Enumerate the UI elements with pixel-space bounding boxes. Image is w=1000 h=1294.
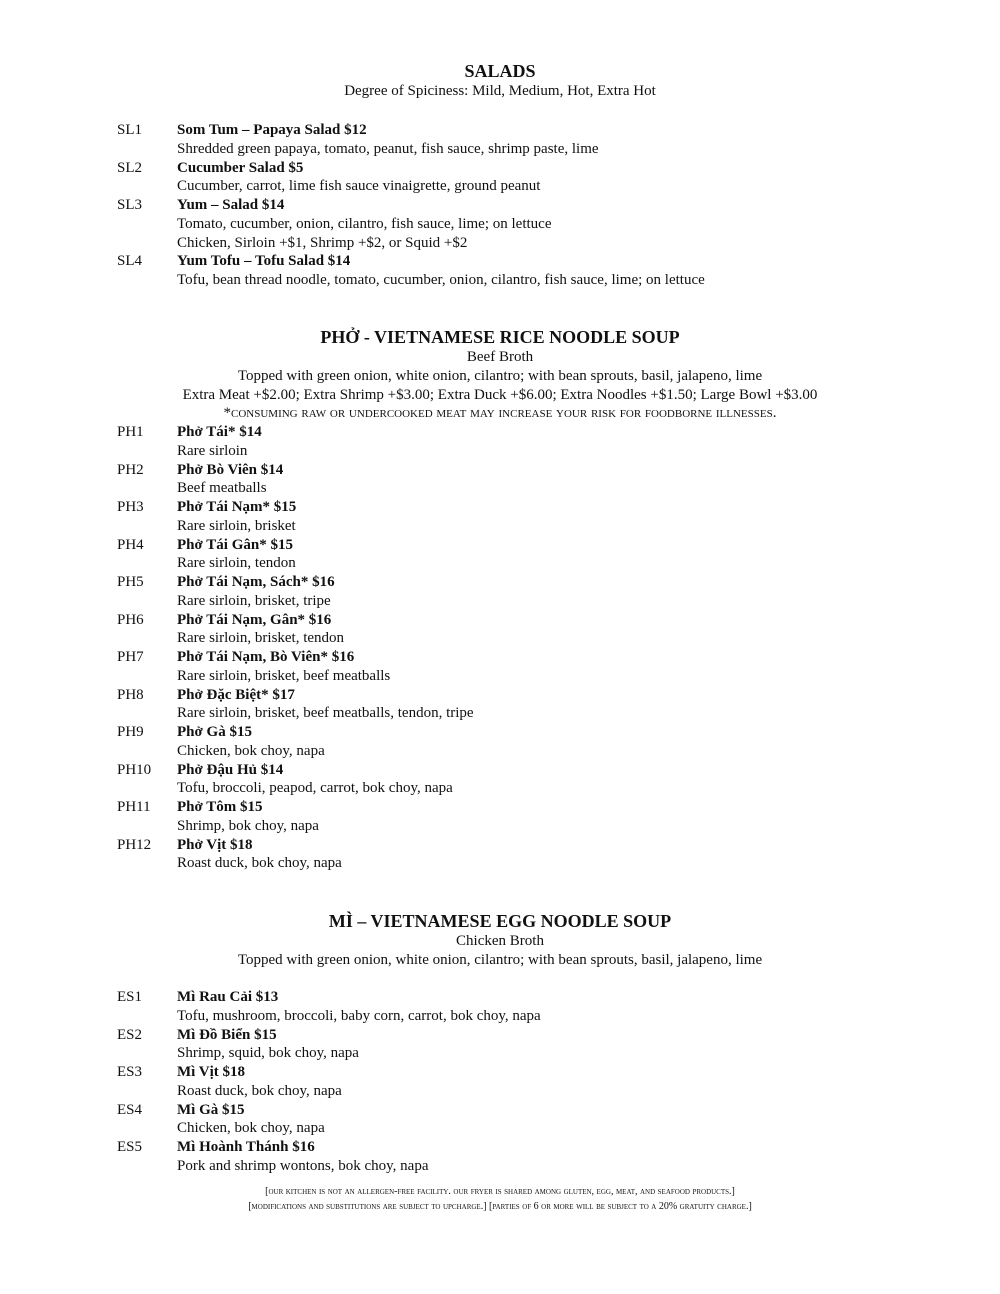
item-description: Shredded green papaya, tomato, peanut, fish sauce, shrimp paste, lime xyxy=(177,140,599,157)
list-item xyxy=(0,988,1000,1026)
pho-extras: Extra Meat +$2.00; Extra Shrimp +$3.00; Extra Duck +$6.00; Extra Noodles +$1.50; Large Bowl +$3.00 xyxy=(182,387,818,403)
item-name: Mì Gà $15 xyxy=(177,1101,245,1118)
item-name: Phở Tái Nạm, Gân* $16 xyxy=(177,611,332,628)
list-item xyxy=(0,1101,1000,1139)
mi-title: MÌ – VIETNAMESE EGG NOODLE SOUP xyxy=(328,911,672,931)
item-name: Cucumber Salad $5 xyxy=(177,159,304,176)
list-item xyxy=(0,461,1000,499)
salads-list xyxy=(0,121,1000,290)
item-name: Phở Tái Nạm, Sách* $16 xyxy=(177,574,335,590)
pho-list xyxy=(0,423,1000,873)
list-item xyxy=(0,121,1000,159)
mi-broth: Chicken Broth xyxy=(456,933,544,949)
item-name: Phở Bò Viên $14 xyxy=(177,461,284,478)
item-name: Mì Hoành Thánh $16 xyxy=(177,1139,315,1155)
list-item xyxy=(0,611,1000,649)
item-name: Mì Đồ Biển $15 xyxy=(177,1026,277,1043)
item-name: Phở Đặc Biệt* $17 xyxy=(177,686,295,703)
item-code: SL3 xyxy=(117,197,143,213)
mi-section xyxy=(0,910,1000,1176)
item-description: Rare sirloin, brisket xyxy=(177,517,296,534)
item-description: Tofu, bean thread noodle, tomato, cucumber, onion, cilantro, fish sauce, lime; on lettuce xyxy=(177,272,705,288)
item-name: Phở Đậu Hủ $14 xyxy=(177,761,284,778)
item-description: Chicken, bok choy, napa xyxy=(177,1120,325,1137)
item-code: PH11 xyxy=(117,799,151,815)
item-description: Shrimp, squid, bok choy, napa xyxy=(177,1045,359,1062)
item-description: Rare sirloin, brisket, beef meatballs, tendon, tripe xyxy=(177,705,474,722)
list-item xyxy=(0,498,1000,536)
item-name: Phở Tái Nạm* $15 xyxy=(177,499,297,515)
item-description: Rare sirloin, brisket, tripe xyxy=(177,592,331,609)
item-name: Mì Rau Cải $13 xyxy=(177,989,279,1005)
item-code: ES5 xyxy=(117,1139,143,1155)
item-options: Chicken, Sirloin +$1, Shrimp +$2, or Squid +$2 xyxy=(177,234,468,251)
list-item xyxy=(0,573,1000,611)
item-code: PH10 xyxy=(117,761,152,778)
item-name: Phở Tôm $15 xyxy=(177,799,263,815)
pho-title: PHỞ - VIETNAMESE RICE NOODLE SOUP xyxy=(320,327,680,347)
item-name: Phở Vịt $18 xyxy=(177,836,253,853)
pho-broth: Beef Broth xyxy=(466,349,534,365)
item-name: Phở Tái Nạm, Bò Viên* $16 xyxy=(177,649,355,665)
item-name: Phở Tái* $14 xyxy=(177,424,262,440)
item-description: Tofu, mushroom, broccoli, baby corn, carrot, bok choy, napa xyxy=(177,1007,541,1024)
item-description: Rare sirloin xyxy=(177,442,248,459)
item-description: Cucumber, carrot, lime fish sauce vinaigrette, ground peanut xyxy=(177,178,541,195)
item-code: PH9 xyxy=(117,724,144,740)
item-description: Rare sirloin, brisket, tendon xyxy=(177,630,345,647)
item-code: PH2 xyxy=(117,461,144,478)
footer-line-policy: [modifications and substitutions are subject to upcharge.] [parties of 6 or more will be subject to a 20% gratuity charge.] xyxy=(248,1201,752,1212)
list-item xyxy=(0,686,1000,724)
item-description: Beef meatballs xyxy=(177,480,267,497)
footer-line-allergen: [our kitchen is not an allergen-free facility. our fryer is shared among gluten, egg, meat, and seafood products.] xyxy=(265,1186,735,1197)
list-item xyxy=(0,252,1000,290)
list-item xyxy=(0,1138,1000,1176)
item-code: ES3 xyxy=(117,1064,143,1080)
item-name: Yum Tofu – Tofu Salad $14 xyxy=(177,253,351,270)
mi-toppings: Topped with green onion, white onion, cilantro; with bean sprouts, basil, jalapeno, lime xyxy=(237,952,763,968)
item-code: PH12 xyxy=(117,836,152,853)
pho-toppings: Topped with green onion, white onion, cilantro; with bean sprouts, basil, jalapeno, lime xyxy=(237,368,763,384)
item-description: Rare sirloin, tendon xyxy=(177,555,296,572)
item-code: PH4 xyxy=(117,536,144,553)
list-item xyxy=(0,423,1000,461)
item-code: PH3 xyxy=(117,499,144,515)
list-item xyxy=(0,159,1000,197)
item-code: SL2 xyxy=(117,159,143,176)
salads-section xyxy=(0,60,1000,290)
item-name: Phở Gà $15 xyxy=(177,724,252,740)
item-name: Yum – Salad $14 xyxy=(177,197,285,213)
item-code: PH5 xyxy=(117,574,144,590)
item-description: Roast duck, bok choy, napa xyxy=(177,855,342,872)
item-description: Roast duck, bok choy, napa xyxy=(177,1082,342,1099)
item-description: Tomato, cucumber, onion, cilantro, fish sauce, lime; on lettuce xyxy=(177,215,552,232)
item-name: Som Tum – Papaya Salad $12 xyxy=(177,122,367,138)
item-code: SL4 xyxy=(117,253,143,270)
salads-title: SALADS xyxy=(464,61,536,81)
item-description: Rare sirloin, brisket, beef meatballs xyxy=(177,667,391,684)
item-code: PH8 xyxy=(117,686,144,703)
mi-list xyxy=(0,988,1000,1176)
list-item xyxy=(0,1026,1000,1064)
pho-section xyxy=(0,326,1000,873)
item-description: Tofu, broccoli, peapod, carrot, bok choy, napa xyxy=(177,780,453,797)
item-code: ES2 xyxy=(117,1026,143,1043)
item-name: Phở Tái Gân* $15 xyxy=(177,536,293,553)
salads-subtitle: Degree of Spiciness: Mild, Medium, Hot, Extra Hot xyxy=(344,83,656,99)
list-item xyxy=(0,648,1000,686)
item-code: PH1 xyxy=(117,424,144,440)
item-code: ES4 xyxy=(117,1101,143,1118)
list-item xyxy=(0,798,1000,836)
pho-warning: *consuming raw or undercooked meat may increase your risk for foodborne illnesses. xyxy=(223,405,777,421)
list-item xyxy=(0,196,1000,252)
item-code: PH7 xyxy=(117,649,144,665)
item-code: PH6 xyxy=(117,611,144,628)
list-item xyxy=(0,761,1000,799)
allergen-footer xyxy=(0,1184,1000,1214)
item-code: SL1 xyxy=(117,122,143,138)
item-name: Mì Vịt $18 xyxy=(177,1064,246,1080)
item-description: Chicken, bok choy, napa xyxy=(177,742,325,759)
list-item xyxy=(0,1063,1000,1101)
item-code: ES1 xyxy=(117,989,143,1005)
list-item xyxy=(0,723,1000,761)
item-description: Shrimp, bok choy, napa xyxy=(177,817,319,834)
list-item xyxy=(0,836,1000,874)
list-item xyxy=(0,536,1000,574)
item-description: Pork and shrimp wontons, bok choy, napa xyxy=(177,1157,429,1174)
